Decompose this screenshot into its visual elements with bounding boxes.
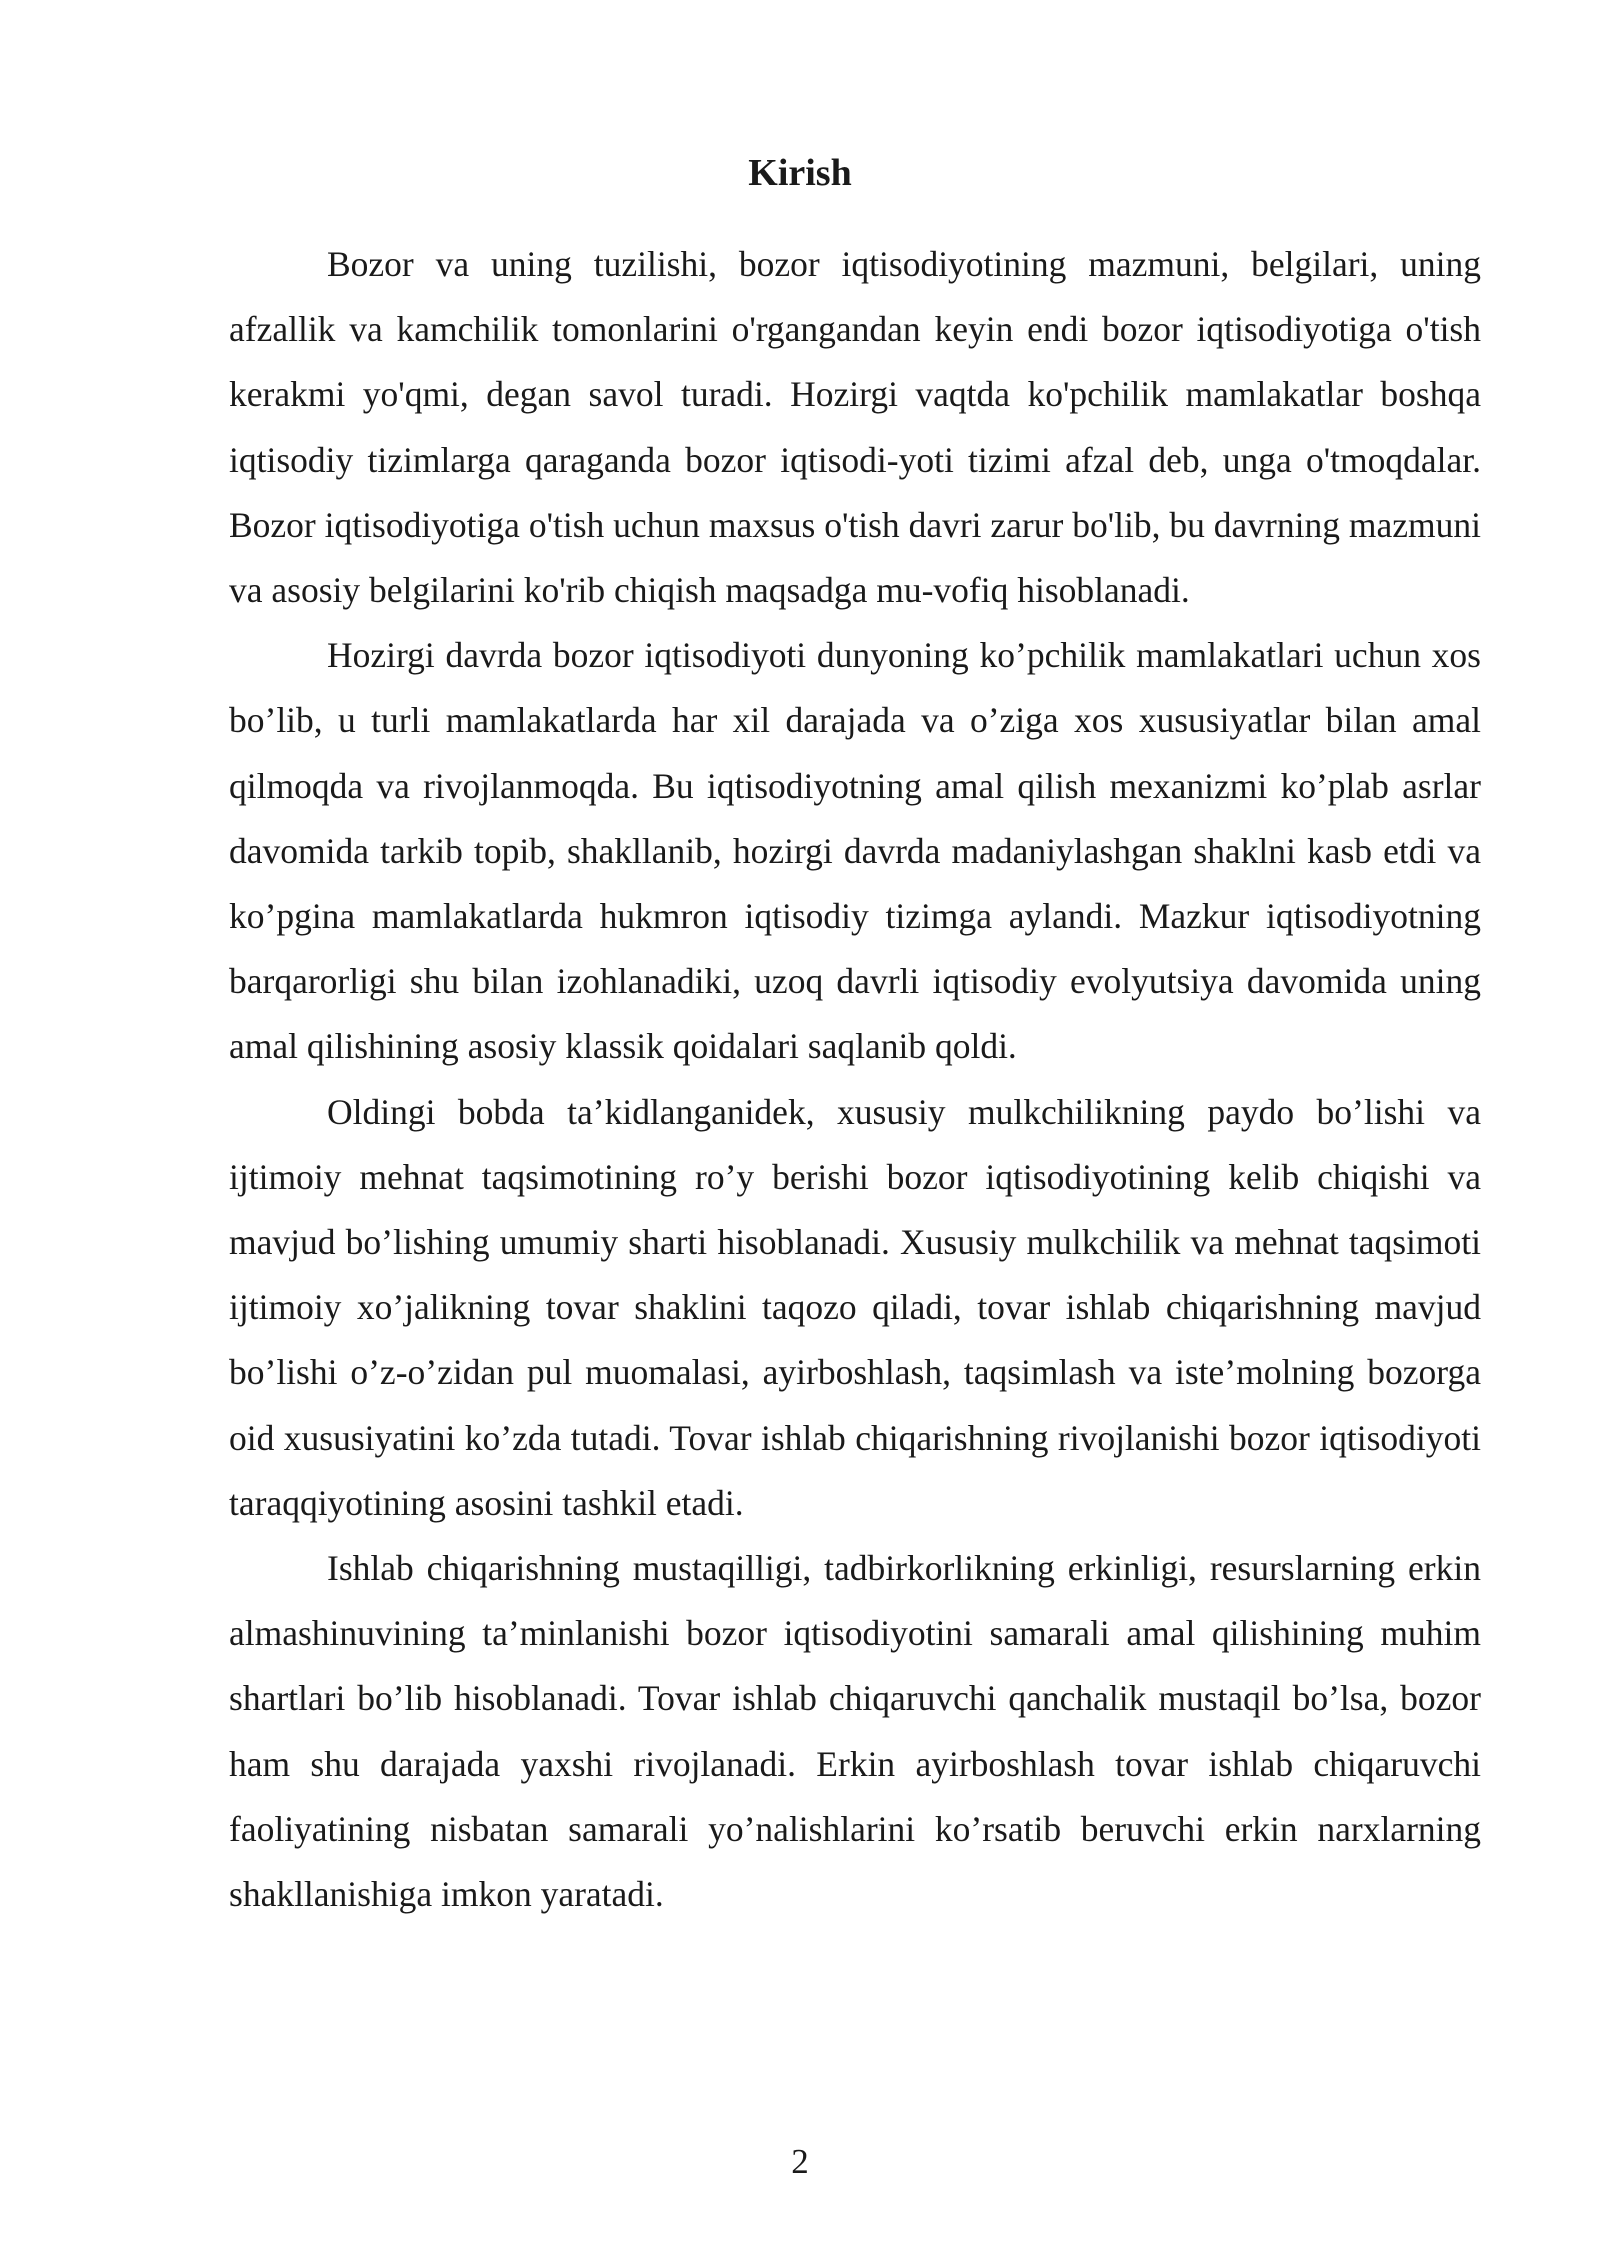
- paragraph-4: Ishlab chiqarishning mustaqilligi, tadbirkorlikning erkinligi, resurslarning erkin almashinuvining ta’minlanishi bozor iqtisodiyotini samarali amal qilishining muhim shartlari bo’lib hisoblanadi. Tovar ishlab chiqaruvchi qanchalik mustaqil bo’lsa, bozor ham shu darajada yaxshi rivojlanadi. Erkin ayirboshlash tovar ishlab chiqaruvchi faoliyatining nisbatan samarali yo’nalishlarini ko’rsatib beruvchi erkin narxlarning shakllanishiga imkon yaratadi.: [229, 1548, 1481, 1915]
- page-number: 2: [791, 2142, 809, 2181]
- paragraph-3: Oldingi bobda ta’kidlanganidek, xususiy mulkchilikning paydo bo’lishi va ijtimoiy mehnat taqsimotining ro’y berishi bozor iqtisodiyotining kelib chiqishi va mavjud bo’lishing umumiy sharti hisoblanadi. Xususiy mulkchilik va mehnat taqsimoti ijtimoiy xo’jalikning tovar shaklini taqozo qiladi, tovar ishlab chiqarishning mavjud bo’lishi o’z-o’zidan pul muomalasi, ayirboshlash, taqsimlash va iste’molning bozorga oid xususiyatini ko’zda tutadi. Tovar ishlab chiqarishning rivojlanishi bozor iqtisodiyoti taraqqiyotining asosini tashkil etadi.: [229, 1091, 1481, 1523]
- body-text: [229, 232, 1481, 1927]
- page-title: Kirish: [748, 152, 852, 194]
- paragraph-1: Bozor va uning tuzilishi, bozor iqtisodiyotining mazmuni, belgilari, uning afzallik va kamchilik tomonlarini o'rgangandan keyin endi bozor iqtisodiyotiga o'tish kerakmi yo'qmi, degan savol turadi. Hozirgi vaqtda ko'pchilik mamlakatlar boshqa iqtisodiy tizimlarga qaraganda bozor iqtisodi-yoti tizimi afzal deb, unga o'tmoqdalar. Bozor iqtisodiyotiga o'tish uchun maxsus o'tish davri zarur bo'lib, bu davrning mazmuni va asosiy belgilarini ko'rib chiqish maqsadga mu-vofiq hisoblanadi.: [229, 244, 1481, 611]
- paragraph-2: Hozirgi davrda bozor iqtisodiyoti dunyoning ko’pchilik mamlakatlari uchun xos bo’lib, u turli mamlakatlarda har xil darajada va o’ziga xos xususiyatlar bilan amal qilmoqda va rivojlanmoqda. Bu iqtisodiyotning amal qilish mexanizmi ko’plab asrlar davomida tarkib topib, shakllanib, hozirgi davrda madaniylashgan shaklni kasb etdi va ko’pgina mamlakatlarda hukmron iqtisodiy tizimga aylandi. Mazkur iqtisodiyotning barqarorligi shu bilan izohlanadiki, uzoq davrli iqtisodiy evolyutsiya davomida uning amal qilishining asosiy klassik qoidalari saqlanib qoldi.: [229, 635, 1481, 1067]
